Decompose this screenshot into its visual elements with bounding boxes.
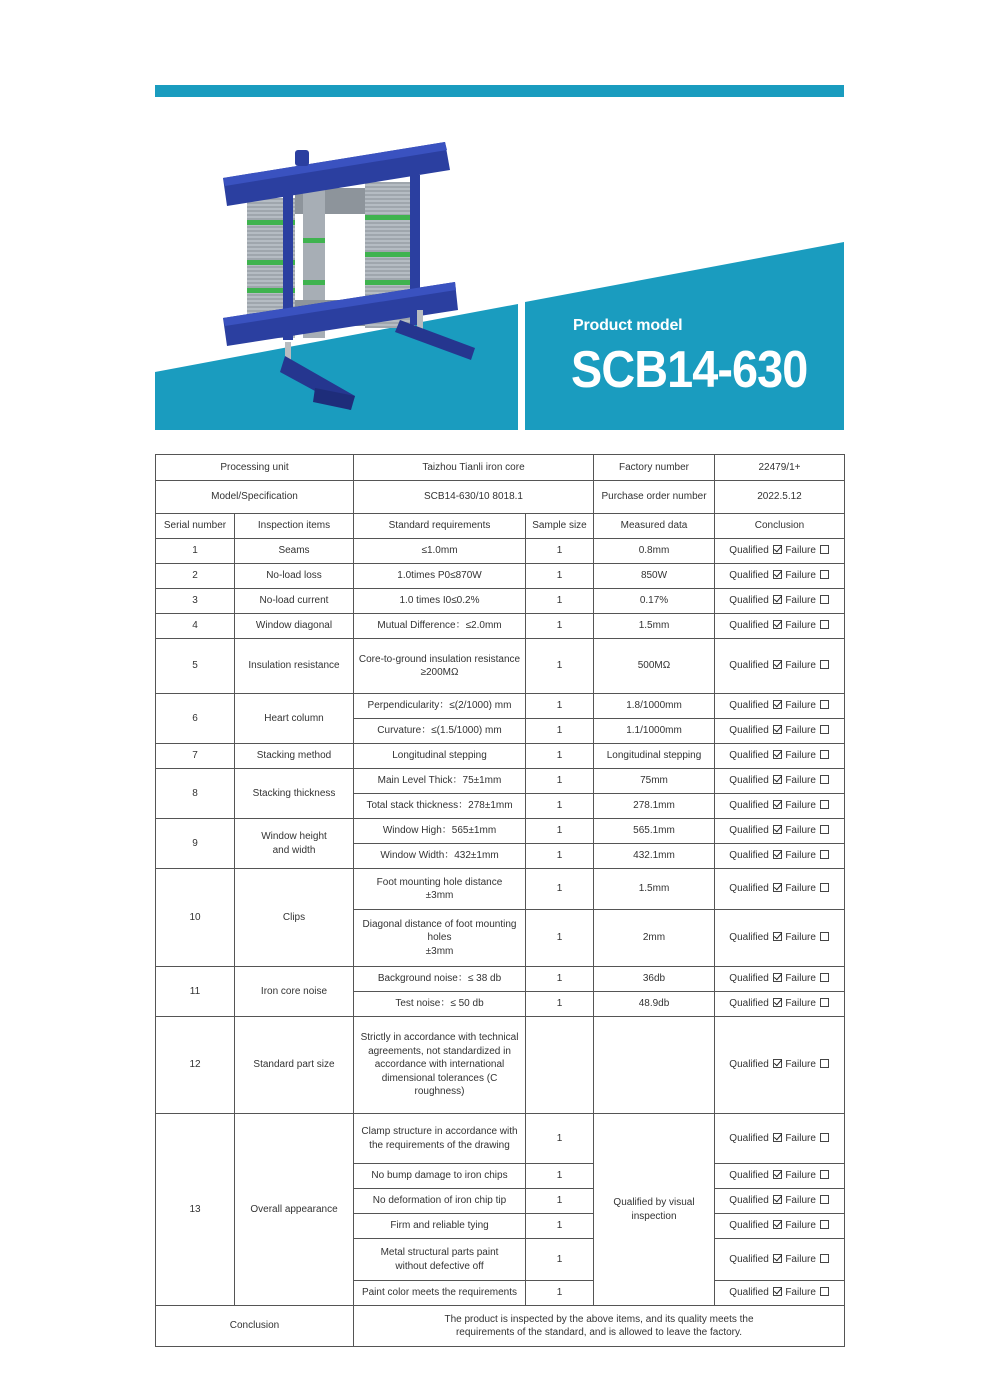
sample-size: 1 — [526, 869, 594, 910]
failure-label: Failure — [785, 973, 816, 985]
failure-label: Failure — [785, 1132, 816, 1144]
measured-data: 75mm — [594, 769, 715, 794]
serial-number: 9 — [156, 819, 235, 869]
qualified-checkbox — [773, 1254, 782, 1263]
measured-data: Qualified by visual inspection — [594, 1114, 715, 1306]
qualified-label: Qualified — [729, 750, 769, 762]
serial-number: 12 — [156, 1017, 235, 1114]
serial-number: 3 — [156, 589, 235, 614]
table-row — [156, 614, 845, 639]
serial-number: 6 — [156, 694, 235, 744]
qualified-label: Qualified — [729, 545, 769, 557]
table-row — [156, 769, 845, 794]
standard-requirement: Paint color meets the requirements — [354, 1281, 526, 1306]
failure-checkbox — [820, 800, 829, 809]
standard-requirement: Longitudinal stepping — [354, 744, 526, 769]
measured-data: 850W — [594, 564, 715, 589]
measured-data — [594, 1017, 715, 1114]
standard-requirement: Perpendicularity：≤(2/1000) mm — [354, 694, 526, 719]
failure-label: Failure — [785, 1287, 816, 1299]
qualified-label: Qualified — [729, 775, 769, 787]
table-row — [156, 1306, 845, 1347]
sample-size: 1 — [526, 1189, 594, 1214]
inspection-report-table — [155, 454, 845, 1347]
serial-number: 10 — [156, 869, 235, 967]
failure-checkbox — [820, 660, 829, 669]
failure-checkbox — [820, 932, 829, 941]
conclusion-cell — [715, 794, 845, 819]
qualified-checkbox — [773, 1059, 782, 1068]
failure-label: Failure — [785, 932, 816, 944]
standard-requirement: Foot mounting hole distance ±3mm — [354, 869, 526, 910]
failure-checkbox — [820, 570, 829, 579]
failure-label: Failure — [785, 570, 816, 582]
qualified-checkbox — [773, 825, 782, 834]
sample-size: 1 — [526, 1239, 594, 1281]
conclusion-label: Conclusion — [156, 1306, 354, 1347]
serial-number: 4 — [156, 614, 235, 639]
conclusion-cell — [715, 694, 845, 719]
qualified-label: Qualified — [729, 1170, 769, 1182]
qualified-label: Qualified — [729, 570, 769, 582]
conclusion-cell — [715, 1239, 845, 1281]
measured-data: 565.1mm — [594, 819, 715, 844]
failure-label: Failure — [785, 1059, 816, 1071]
failure-label: Failure — [785, 1195, 816, 1207]
qualified-checkbox — [773, 1195, 782, 1204]
measured-data: 1.8/1000mm — [594, 694, 715, 719]
standard-requirement: Diagonal distance of foot mounting holes ±3mm — [354, 910, 526, 967]
measured-data: 0.17% — [594, 589, 715, 614]
qualified-label: Qualified — [729, 998, 769, 1010]
serial-number: 7 — [156, 744, 235, 769]
sample-size: 1 — [526, 844, 594, 869]
conclusion-cell — [715, 639, 845, 694]
qualified-checkbox — [773, 998, 782, 1007]
qualified-label: Qualified — [729, 1220, 769, 1232]
sample-size: 1 — [526, 910, 594, 967]
sample-size: 1 — [526, 794, 594, 819]
failure-checkbox — [820, 1220, 829, 1229]
serial-number: 2 — [156, 564, 235, 589]
failure-checkbox — [820, 998, 829, 1007]
model-spec-label: Model/Specification — [156, 481, 354, 514]
conclusion-cell — [715, 744, 845, 769]
qualified-checkbox — [773, 660, 782, 669]
failure-label: Failure — [785, 850, 816, 862]
standard-requirement: 1.0 times I0≤0.2% — [354, 589, 526, 614]
measured-data: 36db — [594, 967, 715, 992]
qualified-checkbox — [773, 700, 782, 709]
qualified-label: Qualified — [729, 1059, 769, 1071]
inspection-item: Stacking thickness — [235, 769, 354, 819]
table-row — [156, 1114, 845, 1164]
qualified-checkbox — [773, 570, 782, 579]
sample-size: 1 — [526, 819, 594, 844]
failure-label: Failure — [785, 800, 816, 812]
col-header-measured: Measured data — [594, 514, 715, 539]
standard-requirement: Mutual Difference：≤2.0mm — [354, 614, 526, 639]
table-row — [156, 694, 845, 719]
col-header-serial: Serial number — [156, 514, 235, 539]
top-accent-bar — [155, 85, 844, 97]
failure-label: Failure — [785, 1220, 816, 1232]
failure-label: Failure — [785, 1170, 816, 1182]
failure-label: Failure — [785, 725, 816, 737]
inspection-item: Window height and width — [235, 819, 354, 869]
failure-checkbox — [820, 825, 829, 834]
sample-size: 1 — [526, 719, 594, 744]
sample-size: 1 — [526, 564, 594, 589]
conclusion-cell — [715, 539, 845, 564]
failure-checkbox — [820, 700, 829, 709]
qualified-checkbox — [773, 595, 782, 604]
conclusion-cell — [715, 1164, 845, 1189]
qualified-label: Qualified — [729, 1132, 769, 1144]
conclusion-cell — [715, 1281, 845, 1306]
col-header-conclusion: Conclusion — [715, 514, 845, 539]
failure-label: Failure — [785, 620, 816, 632]
qualified-checkbox — [773, 973, 782, 982]
measured-data: 278.1mm — [594, 794, 715, 819]
failure-checkbox — [820, 545, 829, 554]
failure-checkbox — [820, 750, 829, 759]
sample-size: 1 — [526, 1214, 594, 1239]
standard-requirement: Main Level Thick：75±1mm — [354, 769, 526, 794]
failure-checkbox — [820, 883, 829, 892]
qualified-label: Qualified — [729, 660, 769, 672]
failure-checkbox — [820, 1195, 829, 1204]
purchase-order-label: Purchase order number — [594, 481, 715, 514]
qualified-checkbox — [773, 750, 782, 759]
failure-checkbox — [820, 595, 829, 604]
model-spec-value: SCB14-630/10 8018.1 — [354, 481, 594, 514]
serial-number: 8 — [156, 769, 235, 819]
standard-requirement: Strictly in accordance with technical agreements, not standardized in accordance with international dimensional tolerances (C roughness) — [354, 1017, 526, 1114]
conclusion-cell — [715, 1189, 845, 1214]
table-row — [156, 589, 845, 614]
conclusion-cell — [715, 844, 845, 869]
failure-checkbox — [820, 1287, 829, 1296]
failure-checkbox — [820, 620, 829, 629]
standard-requirement: Test noise：≤ 50 db — [354, 992, 526, 1017]
sample-size: 1 — [526, 639, 594, 694]
failure-label: Failure — [785, 883, 816, 895]
measured-data: 0.8mm — [594, 539, 715, 564]
qualified-label: Qualified — [729, 973, 769, 985]
col-header-standard: Standard requirements — [354, 514, 526, 539]
inspection-item: Window diagonal — [235, 614, 354, 639]
conclusion-cell — [715, 769, 845, 794]
failure-checkbox — [820, 973, 829, 982]
standard-requirement: 1.0times P0≤870W — [354, 564, 526, 589]
conclusion-cell — [715, 719, 845, 744]
conclusion-cell — [715, 992, 845, 1017]
failure-label: Failure — [785, 595, 816, 607]
sample-size: 1 — [526, 694, 594, 719]
failure-label: Failure — [785, 775, 816, 787]
measured-data: 1.5mm — [594, 869, 715, 910]
qualified-label: Qualified — [729, 883, 769, 895]
qualified-label: Qualified — [729, 800, 769, 812]
qualified-checkbox — [773, 725, 782, 734]
qualified-checkbox — [773, 883, 782, 892]
conclusion-cell — [715, 869, 845, 910]
failure-label: Failure — [785, 545, 816, 557]
inspection-item: Overall appearance — [235, 1114, 354, 1306]
measured-data: Longitudinal stepping — [594, 744, 715, 769]
measured-data: 48.9db — [594, 992, 715, 1017]
inspection-item: Clips — [235, 869, 354, 967]
processing-unit-label: Processing unit — [156, 455, 354, 481]
serial-number: 13 — [156, 1114, 235, 1306]
qualified-label: Qualified — [729, 850, 769, 862]
failure-checkbox — [820, 725, 829, 734]
measured-data: 2mm — [594, 910, 715, 967]
conclusion-cell — [715, 1017, 845, 1114]
sample-size: 1 — [526, 967, 594, 992]
failure-checkbox — [820, 1133, 829, 1142]
sample-size: 1 — [526, 614, 594, 639]
product-model-value: SCB14-630 — [571, 341, 808, 399]
table-row — [156, 564, 845, 589]
qualified-label: Qualified — [729, 1287, 769, 1299]
failure-label: Failure — [785, 825, 816, 837]
table-row — [156, 869, 845, 910]
failure-label: Failure — [785, 700, 816, 712]
standard-requirement: Background noise：≤ 38 db — [354, 967, 526, 992]
qualified-checkbox — [773, 1133, 782, 1142]
qualified-checkbox — [773, 1287, 782, 1296]
failure-label: Failure — [785, 750, 816, 762]
failure-checkbox — [820, 1254, 829, 1263]
sample-size: 1 — [526, 1281, 594, 1306]
qualified-checkbox — [773, 1170, 782, 1179]
failure-label: Failure — [785, 1253, 816, 1265]
factory-number-value: 22479/1+ — [715, 455, 845, 481]
measured-data: 1.1/1000mm — [594, 719, 715, 744]
qualified-label: Qualified — [729, 620, 769, 632]
qualified-checkbox — [773, 620, 782, 629]
standard-requirement: Core-to-ground insulation resistance ≥200MΩ — [354, 639, 526, 694]
inspection-item: Iron core noise — [235, 967, 354, 1017]
col-header-sample: Sample size — [526, 514, 594, 539]
qualified-checkbox — [773, 800, 782, 809]
inspection-item: Standard part size — [235, 1017, 354, 1114]
inspection-item: No-load current — [235, 589, 354, 614]
qualified-label: Qualified — [729, 595, 769, 607]
qualified-label: Qualified — [729, 1253, 769, 1265]
inspection-item: Heart column — [235, 694, 354, 744]
inspection-item: Insulation resistance — [235, 639, 354, 694]
serial-number: 11 — [156, 967, 235, 1017]
serial-number: 1 — [156, 539, 235, 564]
failure-checkbox — [820, 1059, 829, 1068]
conclusion-cell — [715, 819, 845, 844]
measured-data: 432.1mm — [594, 844, 715, 869]
failure-label: Failure — [785, 998, 816, 1010]
standard-requirement: Metal structural parts paint without defective off — [354, 1239, 526, 1281]
serial-number: 5 — [156, 639, 235, 694]
failure-checkbox — [820, 1170, 829, 1179]
failure-checkbox — [820, 775, 829, 784]
qualified-label: Qualified — [729, 1195, 769, 1207]
qualified-label: Qualified — [729, 725, 769, 737]
standard-requirement: Window High：565±1mm — [354, 819, 526, 844]
sample-size: 1 — [526, 589, 594, 614]
standard-requirement: Curvature：≤(1.5/1000) mm — [354, 719, 526, 744]
measured-data: 1.5mm — [594, 614, 715, 639]
standard-requirement: Firm and reliable tying — [354, 1214, 526, 1239]
col-header-item: Inspection items — [235, 514, 354, 539]
sample-size: 1 — [526, 992, 594, 1017]
conclusion-cell — [715, 1214, 845, 1239]
table-row — [156, 744, 845, 769]
qualified-checkbox — [773, 545, 782, 554]
standard-requirement: Total stack thickness：278±1mm — [354, 794, 526, 819]
table-row — [156, 639, 845, 694]
conclusion-cell — [715, 910, 845, 967]
conclusion-cell — [715, 1114, 845, 1164]
standard-requirement: Window Width：432±1mm — [354, 844, 526, 869]
sample-size: 1 — [526, 539, 594, 564]
sample-size: 1 — [526, 1114, 594, 1164]
failure-label: Failure — [785, 660, 816, 672]
qualified-checkbox — [773, 775, 782, 784]
qualified-checkbox — [773, 1220, 782, 1229]
product-model-label: Product model — [573, 317, 683, 334]
conclusion-text: The product is inspected by the above items, and its quality meets the requirements of the standard, and is allowed to leave the factory. — [354, 1306, 845, 1347]
qualified-checkbox — [773, 932, 782, 941]
standard-requirement: No bump damage to iron chips — [354, 1164, 526, 1189]
failure-checkbox — [820, 850, 829, 859]
processing-unit-value: Taizhou Tianli iron core — [354, 455, 594, 481]
table-row — [156, 1017, 845, 1114]
standard-requirement: ≤1.0mm — [354, 539, 526, 564]
inspection-item: Seams — [235, 539, 354, 564]
qualified-checkbox — [773, 850, 782, 859]
conclusion-cell — [715, 564, 845, 589]
factory-number-label: Factory number — [594, 455, 715, 481]
qualified-label: Qualified — [729, 825, 769, 837]
table-row — [156, 967, 845, 992]
purchase-order-value: 2022.5.12 — [715, 481, 845, 514]
standard-requirement: Clamp structure in accordance with the requirements of the drawing — [354, 1114, 526, 1164]
inspection-item: No-load loss — [235, 564, 354, 589]
inspection-item: Stacking method — [235, 744, 354, 769]
qualified-label: Qualified — [729, 932, 769, 944]
standard-requirement: No deformation of iron chip tip — [354, 1189, 526, 1214]
table-row — [156, 539, 845, 564]
qualified-label: Qualified — [729, 700, 769, 712]
sample-size: 1 — [526, 1164, 594, 1189]
sample-size: 1 — [526, 769, 594, 794]
conclusion-cell — [715, 967, 845, 992]
conclusion-cell — [715, 589, 845, 614]
sample-size: 1 — [526, 744, 594, 769]
table-row — [156, 819, 845, 844]
measured-data: 500MΩ — [594, 639, 715, 694]
sample-size — [526, 1017, 594, 1114]
conclusion-cell — [715, 614, 845, 639]
